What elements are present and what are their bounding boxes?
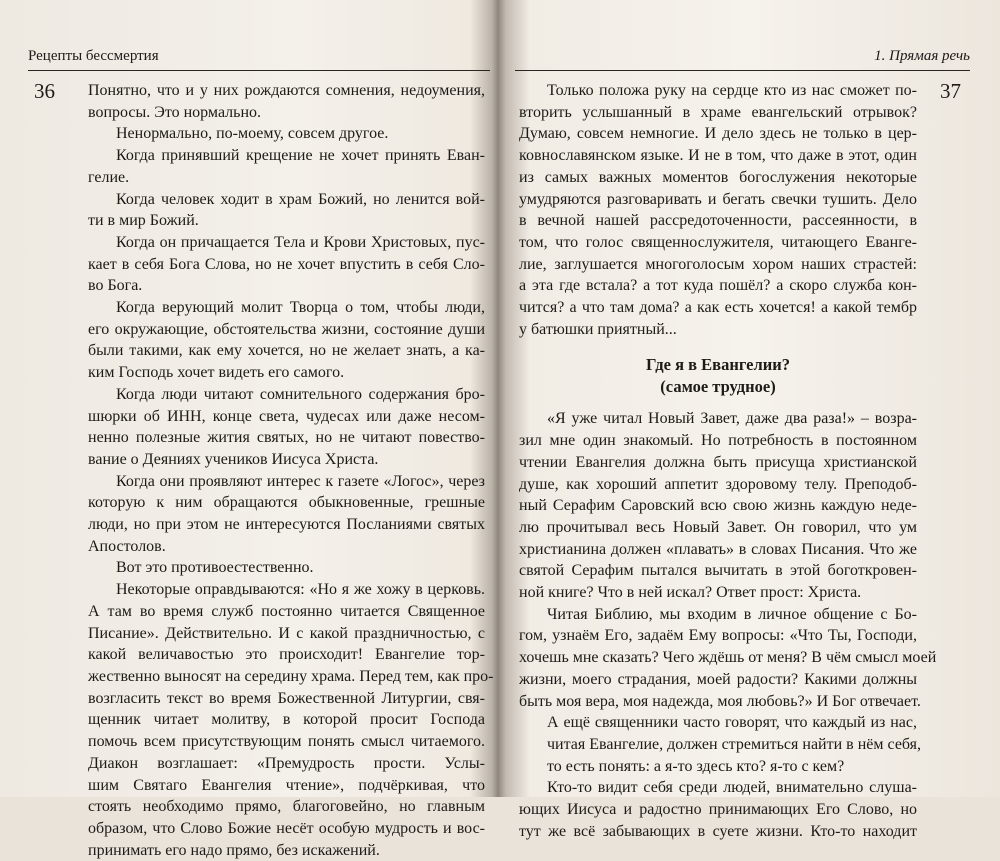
page-number: 36 — [34, 79, 55, 103]
text-line: образом, что Слово Божие несёт особую мудрость и вос- — [88, 819, 485, 837]
text-line: «Я уже читал Новый Завет, даже два раза!» – возра- — [547, 410, 917, 428]
text-line: Вот это противоестественно. — [116, 559, 314, 577]
text-line: быть моя вера, моя надежда, моя любовь?» И Бог отвечает. — [519, 692, 921, 710]
text-line: чится? а что там дома? а как есть хочется! а какой тембр — [519, 299, 917, 317]
text-line: Читая Библию, мы входим в личное общение с Бо- — [547, 605, 917, 623]
text-line: душе, как хороший аппетит здоровому телу. Преподоб- — [519, 475, 917, 493]
text-line: лие, заглушается многоголосым хором наших страстей: — [519, 255, 917, 273]
text-line: а эта где встала? а тот куда пошёл? а скоро служба кон- — [519, 277, 917, 295]
text-line: люди, но при этом не интересуются Посланиями святых — [88, 516, 485, 534]
running-head: Рецепты бессмертия — [28, 48, 159, 64]
text-line: ковнославянском языке. И не в том, что даже в этот, один — [519, 147, 917, 165]
text-line: вторить услышанный в храме евангельский отрывок? — [519, 103, 917, 121]
text-line: ненно полезные жития святых, но не читают повество- — [88, 429, 485, 447]
heading-line: Где я в Евангелии? — [646, 355, 790, 375]
text-line: Писание». Действительно. И с какой праздничностью, с — [88, 624, 485, 642]
text-line: умудряются разговаривать и бегать свечки тушить. Дело — [519, 190, 917, 208]
text-line: жизни, моего страдания, моей радости? Какими должны — [519, 670, 917, 688]
text-line: шюрки об ИНН, конце света, чудесах или даже несом- — [88, 407, 485, 425]
text-line: тут же всё забывающих в суете жизни. Кто-то находит — [519, 822, 917, 840]
text-line: гом, узнаём Его, задаём Ему вопросы: «Что Ты, Господи, — [519, 627, 917, 645]
text-line: А там во время служб постоянно читается Священное — [88, 602, 485, 620]
text-line: вопросы. Это нормально. — [88, 103, 262, 121]
text-line: стоять необходимо прямо, благоговейно, но главным — [88, 798, 485, 816]
text-line: чтении Евангелия должна быть присуща христианской — [519, 453, 917, 471]
text-line: Когда принявший крещение не хочет принять Еван- — [116, 147, 485, 165]
text-line: которую к ним обращаются обыкновенные, грешные — [88, 494, 485, 512]
text-line: святой Серафим пытался вычитать в этой боготкровен- — [519, 562, 917, 580]
text-line: Апостолов. — [88, 537, 166, 555]
text-line: Когда верующий молит Творца о том, чтобы люди, — [116, 299, 485, 317]
body-text — [519, 80, 937, 843]
text-line: ющих Иисуса и радостно принимающих Его Слово, но — [519, 801, 917, 819]
text-line: ный Серафим Саровский всю свою жизнь каждую неде- — [519, 497, 917, 515]
page-number: 37 — [940, 79, 961, 103]
text-line: вание о Деяниях учеников Иисуса Христа. — [88, 450, 379, 468]
text-line: Когда он причащается Тела и Крови Христовых, пус- — [116, 233, 485, 251]
header-rule — [28, 70, 490, 71]
text-line: христианина должен «плавать» в словах Писания. Что же — [519, 540, 917, 558]
body-text — [88, 80, 494, 861]
running-head: 1. Прямая речь — [874, 48, 970, 64]
text-line: Понятно, что и у них рождаются сомнения, недоумения, — [88, 82, 485, 99]
text-line: Только положа руку на сердце кто из нас сможет по- — [547, 82, 917, 99]
text-line: жественно выносят на середину храма. Перед тем, как про- — [88, 667, 494, 685]
text-line: помочь всем присутствующим понять смысл читаемого. — [88, 733, 485, 751]
text-line: хочешь мне сказать? Чего ждёшь от меня? В чём смысл моей — [519, 649, 937, 667]
text-line: во Бога. — [88, 277, 143, 295]
text-line: то есть понять: а я-то здесь кто? я-то с кем? — [547, 757, 845, 775]
text-line: возгласить текст во время Божественной Литургии, свя- — [88, 689, 485, 707]
text-line: кает в себя Бога Слова, но не хочет впустить в себя Сло- — [88, 255, 485, 273]
text-line: были такими, как ему хочется, но не желает знать, а ка- — [88, 342, 485, 360]
text-line: щенник читает молитву, в которой просит Господа — [88, 711, 485, 729]
text-line: Когда люди читают сомнительного содержания бро- — [116, 385, 485, 403]
text-line: А ещё священники часто говорят, что каждый из нас, — [547, 714, 917, 732]
text-line: в вечной нашей рассредоточенности, рассеянности, в — [519, 212, 917, 230]
text-line: лю прочитывал весь Новый Завет. Он говорил, что ум — [519, 518, 917, 536]
text-line: Когда человек ходит в храм Божий, но ленится вой- — [116, 190, 485, 208]
heading-line: (самое трудное) — [660, 377, 776, 397]
text-line: зил мне один знакомый. Но потребность в постоянном — [519, 432, 917, 450]
text-line: ти в мир Божий. — [88, 212, 199, 230]
text-line: ким Господь хочет видеть его самого. — [88, 364, 345, 382]
text-line: гелие. — [88, 168, 130, 186]
text-line: шим Святаго Евангелия чтение», подчёркивая, что — [88, 776, 485, 794]
section-heading — [519, 354, 917, 398]
text-line: Кто-то видит себя среди людей, внимательно слуша- — [547, 779, 917, 797]
text-line: том, что голос священнослужителя, читающего Еванге- — [519, 233, 917, 251]
left-page — [0, 0, 497, 859]
text-line: Думаю, совсем немногие. И дело здесь не только в цер- — [519, 125, 917, 143]
text-line: принимать его надо прямо, без искажений. — [88, 841, 380, 859]
text-line: ной книге? Что в ней искал? Ответ прост: Христа. — [519, 584, 862, 602]
text-line: Диакон возглашает: «Премудрость прости. Услы- — [88, 754, 485, 772]
text-line: какой величавостью это происходит! Евангелие тор- — [88, 646, 485, 664]
text-line: из самых важных моментов богослужения некоторые — [519, 168, 917, 186]
text-line: его окружающие, обстоятельства жизни, состояние души — [88, 320, 485, 338]
header-rule — [515, 70, 970, 71]
text-line: Ненормально, по-моему, совсем другое. — [116, 125, 389, 143]
text-line: Некоторые оправдываются: «Но я же хожу в церковь. — [116, 581, 485, 599]
text-line: у батюшки приятный... — [519, 320, 677, 338]
text-line: Когда они проявляют интерес к газете «Логос», через — [116, 472, 485, 490]
text-line: читая Евангелие, должен стремиться найти в нём себя, — [547, 735, 922, 753]
right-page — [503, 0, 1000, 840]
